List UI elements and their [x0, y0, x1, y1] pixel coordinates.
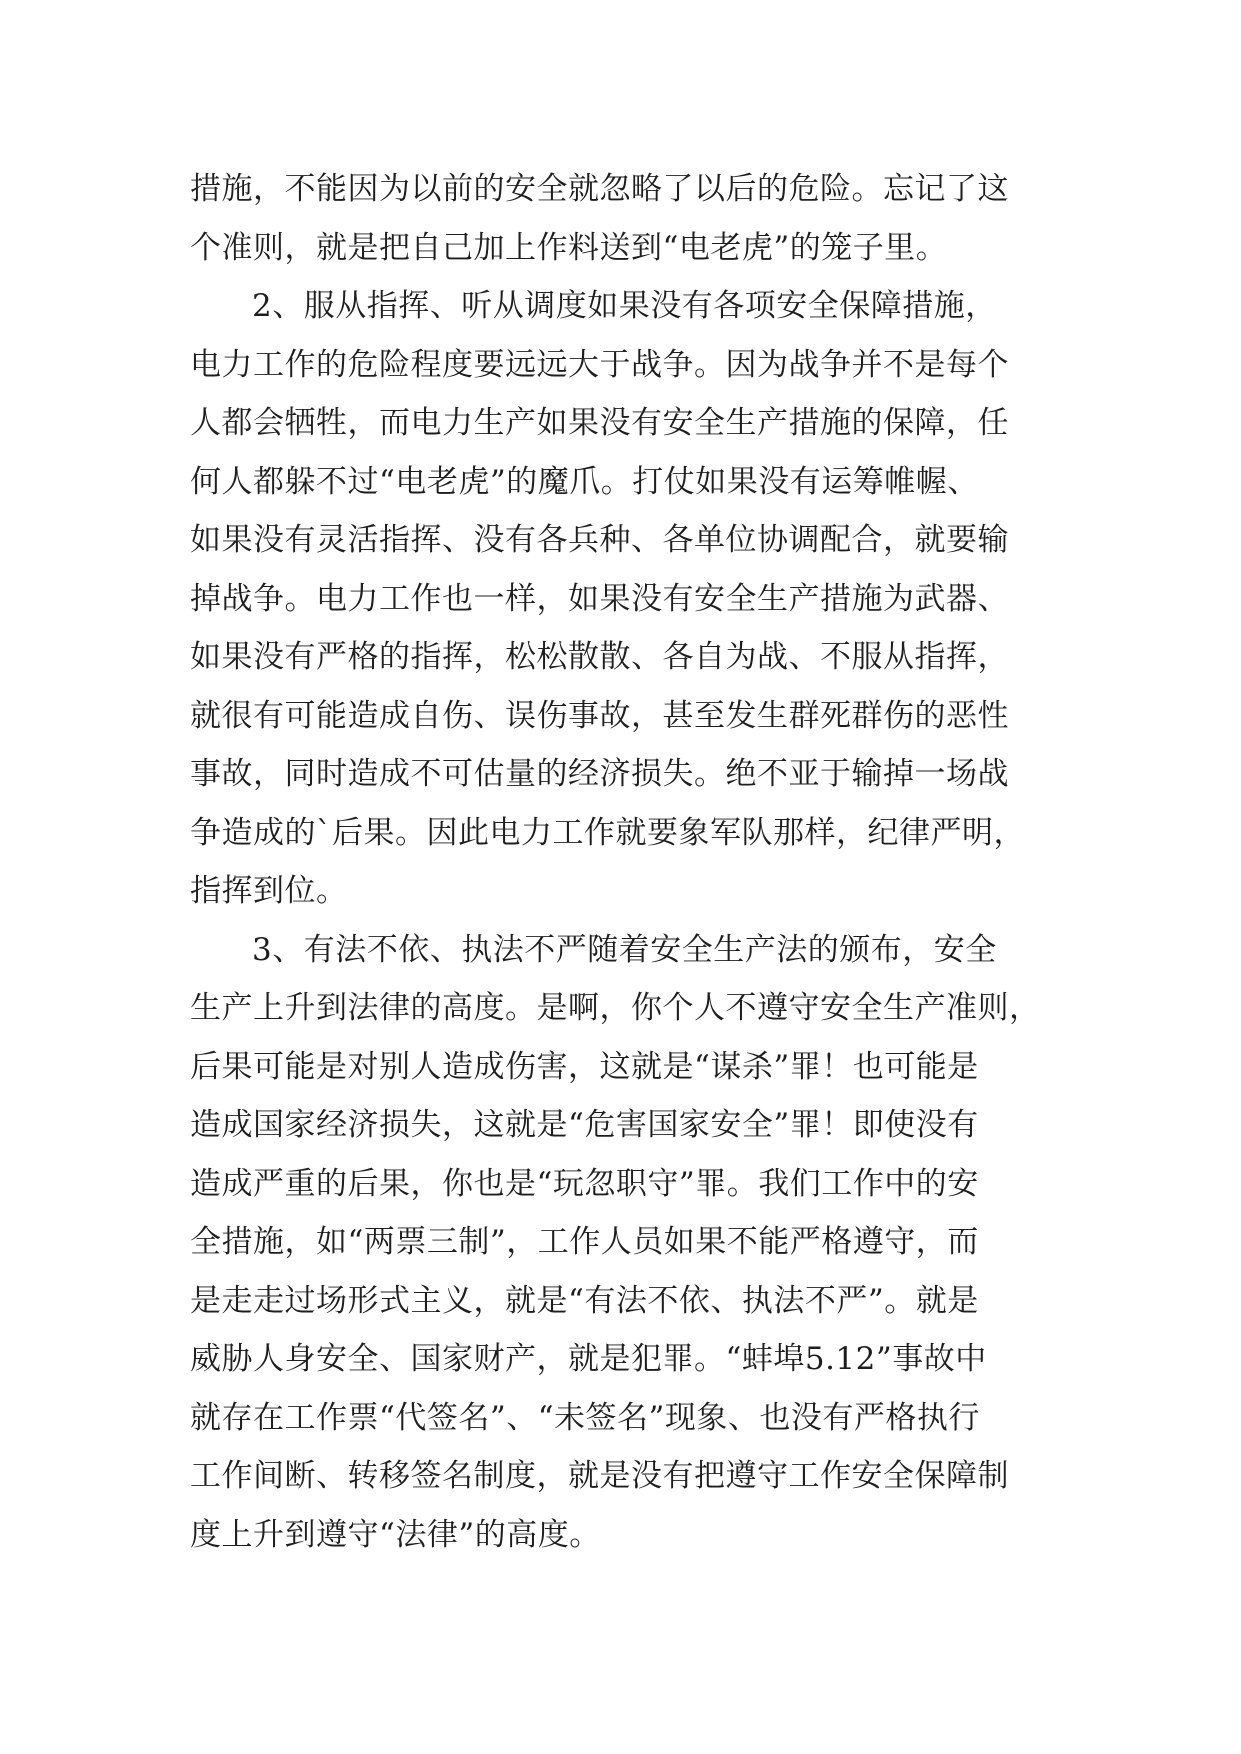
- text-line: 全措施，如“两票三制”，工作人员如果不能严格遵守，而: [190, 1224, 979, 1260]
- text-line: 工作间断、转移签名制度，就是没有把遵守工作安全保障制: [190, 1458, 1009, 1494]
- text-line: 度上升到遵守“法律”的高度。: [190, 1516, 601, 1553]
- text-line: 3、有法不依、执法不严随着安全生产法的颁布，安全: [252, 931, 997, 968]
- document-body: [190, 160, 1060, 1564]
- text-line: 造成国家经济损失，这就是“危害国家安全”罪！即使没有: [190, 1107, 979, 1143]
- text-line: 措施，不能因为以前的安全就忽略了以后的危险。忘记了这: [190, 171, 1009, 207]
- text-line: 人都会牺牲，而电力生产如果没有安全生产措施的保障，任: [190, 405, 1009, 441]
- text-line: 事故，同时造成不可估量的经济损失。绝不亚于输掉一场战: [190, 756, 1009, 792]
- text-line: 威胁人身安全、国家财产，就是犯罪。“蚌埠5.12”事故中: [190, 1341, 987, 1377]
- text-line: 掉战争。电力工作也一样，如果没有安全生产措施为武器、: [190, 580, 1009, 617]
- text-line: 就存在工作票“代签名”、“未签名”现象、也没有严格执行: [190, 1399, 980, 1436]
- text-line: 如果没有严格的指挥，松松散散、各自为战、不服从指挥，: [190, 639, 1009, 675]
- text-line: 何人都躲不过“电老虎”的魔爪。打仗如果没有运筹帷幄、: [190, 463, 979, 500]
- text-line: 电力工作的危险程度要远远大于战争。因为战争并不是每个: [190, 346, 1009, 383]
- text-line: 2、服从指挥、听从调度如果没有各项安全保障措施，: [252, 288, 997, 324]
- text-line: 个准则，就是把自己加上作料送到“电老虎”的笼子里。: [190, 229, 948, 266]
- text-line: 如果没有灵活指挥、没有各兵种、各单位协调配合，就要输: [190, 522, 1009, 558]
- text-line: 后果可能是对别人造成伤害，这就是“谋杀”罪！也可能是: [190, 1048, 979, 1085]
- text-line: 指挥到位。: [190, 873, 348, 909]
- text-line: 争造成的`后果。因此电力工作就要象军队那样，纪律严明，: [190, 814, 1025, 851]
- text-line: 是走走过场形式主义，就是“有法不依、执法不严”。就是: [190, 1282, 979, 1319]
- text-line: 生产上升到法律的高度。是啊，你个人不遵守安全生产准则，: [190, 990, 1041, 1026]
- text-line: 就很有可能造成自伤、误伤事故，甚至发生群死群伤的恶性: [190, 697, 1009, 734]
- text-line: 造成严重的后果，你也是“玩忽职守”罪。我们工作中的安: [190, 1165, 979, 1202]
